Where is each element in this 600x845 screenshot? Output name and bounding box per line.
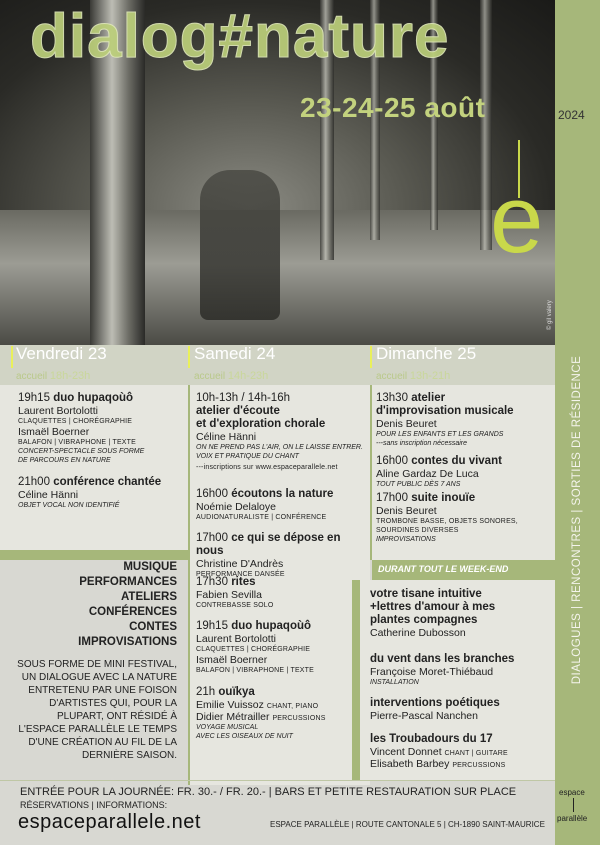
category-item: ATELIERS	[120, 591, 177, 603]
intro-paragraph: SOUS FORME DE MINI FESTIVAL, UN DIALOGUE AVEC LA NATURE ENTRETENU PAR UNE FOISON D'ARTISTES QUI, POUR LA PLUPART, ONT RÉSIDÉ À L'ESPACE PARALLÈLE LE TEMPS D'UNE CRÉATION AU FIL DE LA DERNIÈRE SAISON.	[17, 659, 177, 761]
footer-divider	[0, 780, 555, 781]
photo-credit: © gil valery	[547, 300, 553, 330]
website-link[interactable]: espaceparallele.net	[18, 811, 201, 833]
sunday-event: 17h00 suite inouïe Denis Beuret TROMBONE BASSE, OBJETS SONORES, SOURDINES DIVERSES IMPROVISATIONS	[376, 492, 518, 543]
saturday-event: 21h ouïkya Emilie Vuissoz CHANT, PIANO Didier Métrailler PERCUSSIONS VOYAGE MUSICAL AVEC LES OISEAUX DE NUIT	[196, 686, 326, 740]
logo-letter: e	[490, 166, 544, 273]
day-header-friday: Vendredi 23	[16, 344, 107, 363]
logo-bottom-text: parallèle	[557, 814, 588, 823]
sunday-event: 16h00 contes du vivant Aline Gardaz De Luca TOUT PUBLIC DÈS 7 ANS	[376, 455, 502, 488]
categories-list	[15, 560, 177, 650]
saturday-event: 17h30 rites Fabien Sevilla CONTREBASSE SOLO	[196, 576, 274, 609]
sidebar-vertical-label: DIALOGUES | RENCONTRES | SORTIES DE RÉSIDENCE	[571, 355, 583, 685]
friday-event: 19h15 duo hupaqoùô Laurent Bortolotti CLAQUETTES | CHORÉGRAPHIE Ismaël Boerner BALAFON | VIBRAPHONE | TEXTE CONCERT-SPECTACLE SOUS FORME DE PARCOURS EN NATURE	[18, 392, 145, 464]
day-hours-friday: accueil 18h-23h	[16, 370, 91, 382]
weekend-item: interventions poétiques Pierre-Pascal Nanchen	[370, 697, 500, 722]
category-item: CONFÉRENCES	[88, 606, 177, 618]
day-separator	[370, 346, 372, 368]
footer-reservations: RÉSERVATIONS | INFORMATIONS:	[20, 800, 168, 810]
green-band	[0, 550, 188, 560]
day-hours-sunday: accueil 13h-21h	[376, 370, 451, 382]
weekend-label: DURANT TOUT LE WEEK-END	[378, 564, 509, 574]
category-item: PERFORMANCES	[79, 576, 177, 588]
festival-title: dialog#nature	[30, 2, 450, 71]
weekend-item: les Troubadours du 17 Vincent Donnet CHANT | GUITARE Elisabeth Barbey PERCUSSIONS	[370, 733, 508, 770]
weekend-item: votre tisane intuitive +lettres d'amour à mes plantes compagnes Catherine Dubosson	[370, 588, 496, 639]
logo-top-text: espace	[559, 788, 585, 797]
festival-year: 2024	[558, 108, 585, 122]
weekend-item: du vent dans les branches Françoise Moret-Thiébaud INSTALLATION	[370, 653, 515, 686]
day-header-sunday: Dimanche 25	[376, 344, 477, 363]
espace-parallele-logo	[555, 786, 600, 826]
day-separator	[11, 346, 13, 368]
sunday-event: 13h30 atelier d'improvisation musicale Denis Beuret POUR LES ENFANTS ET LES GRANDS ---sans inscription nécessaire	[376, 392, 514, 447]
footer-entry: ENTRÉE POUR LA JOURNÉE: FR. 30.- / FR. 20.- | BARS ET PETITE RESTAURATION SUR PLACE	[20, 786, 517, 798]
saturday-event: 17h00 ce qui se dépose en nous Christine D'Andrès PERFORMANCE DANSÉE	[196, 532, 341, 578]
photo-figure	[200, 170, 280, 320]
festival-dates: 23-24-25 août	[300, 92, 486, 123]
footer-address: ESPACE PARALLÈLE | ROUTE CANTONALE 5 | CH-1890 SAINT-MAURICE	[270, 820, 545, 829]
saturday-event: 10h-13h / 14h-16h atelier d'écoute et d'exploration chorale Céline Hänni ON NE PREND PAS L'AIR, ON LE LAISSE ENTRER. VOIX ET PRATIQUE DU CHANT ---inscriptions sur www.espaceparallele.net	[196, 392, 363, 471]
day-hours-saturday: accueil 14h-23h	[194, 370, 269, 382]
sidebar-vertical-text	[567, 350, 587, 690]
category-item: IMPROVISATIONS	[78, 636, 177, 648]
category-item: MUSIQUE	[123, 561, 177, 573]
category-item: CONTES	[129, 621, 177, 633]
logo-mark	[573, 798, 574, 812]
saturday-event: 19h15 duo hupaqoùô Laurent Bortolotti CLAQUETTES | CHORÉGRAPHIE Ismaël Boerner BALAFON | VIBRAPHONE | TEXTE	[196, 620, 315, 674]
saturday-event: 16h00 écoutons la nature Noémie Delaloye AUDIONATURALISTE | CONFÉRENCE	[196, 488, 334, 521]
day-header-saturday: Samedi 24	[194, 344, 276, 363]
friday-event: 21h00 conférence chantée Céline Hänni OBJET VOCAL NON IDENTIFIÉ	[18, 476, 162, 509]
day-separator	[188, 346, 190, 368]
weekend-accent	[352, 580, 360, 780]
